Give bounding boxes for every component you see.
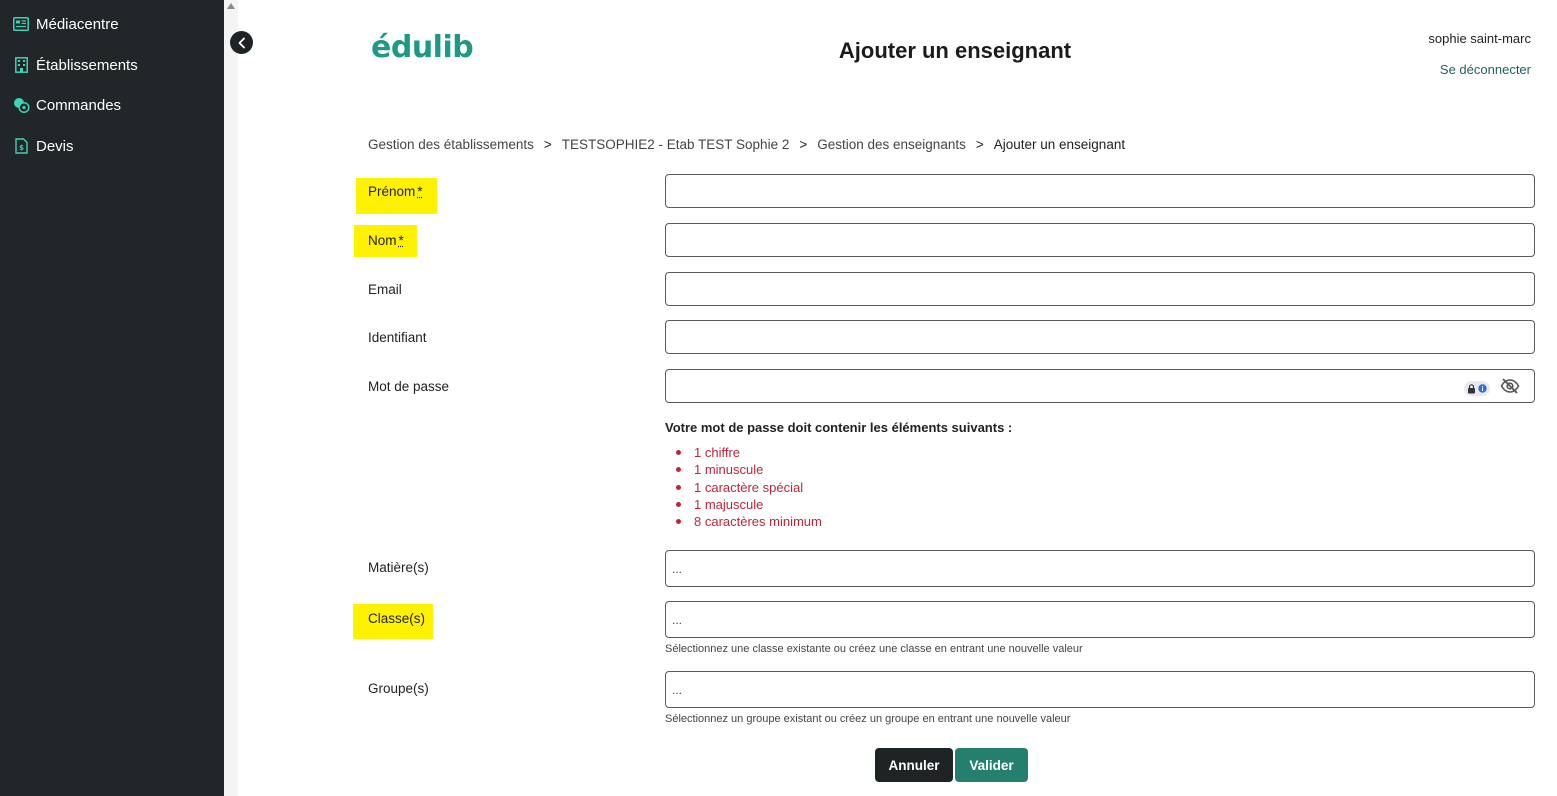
submit-button[interactable]: Valider xyxy=(955,748,1028,782)
email-field[interactable] xyxy=(665,272,1535,306)
password-tools xyxy=(1464,378,1520,399)
password-rule: 1 chiffre xyxy=(676,444,822,461)
prenom-input[interactable] xyxy=(666,175,1534,207)
logout-link[interactable]: Se déconnecter xyxy=(1439,62,1531,77)
groupes-placeholder: ... xyxy=(672,683,683,697)
svg-text:$: $ xyxy=(18,144,24,152)
nom-label xyxy=(368,233,404,248)
sidebar xyxy=(0,0,224,796)
breadcrumb-etablissement[interactable]: TESTSOPHIE2 - Etab TEST Sophie 2 xyxy=(561,137,790,152)
edulib-logo[interactable]: édulib xyxy=(371,30,474,65)
sidebar-item-label: Devis xyxy=(36,137,74,155)
sidebar-item-etablissements[interactable] xyxy=(12,53,138,77)
sidebar-item-label: Établissements xyxy=(36,56,138,74)
sidebar-item-mediacentre[interactable] xyxy=(12,12,119,36)
matieres-placeholder: ... xyxy=(672,562,683,576)
matieres-label: Matière(s) xyxy=(368,560,429,575)
identifiant-label: Identifiant xyxy=(368,330,427,345)
breadcrumb-current: Ajouter un enseignant xyxy=(993,137,1126,152)
scrollbar[interactable] xyxy=(224,0,238,796)
sidebar-item-label: Médiacentre xyxy=(36,15,119,33)
breadcrumb-separator: > xyxy=(543,137,552,152)
breadcrumb-enseignants[interactable]: Gestion des enseignants xyxy=(817,137,966,152)
eye-off-icon[interactable] xyxy=(1500,378,1520,399)
prenom-field[interactable] xyxy=(665,174,1535,208)
password-input[interactable] xyxy=(666,370,1534,402)
groupes-label: Groupe(s) xyxy=(368,681,429,696)
coins-icon xyxy=(12,96,30,114)
nom-label-text: Nom xyxy=(368,233,397,248)
breadcrumb-separator: > xyxy=(975,137,984,152)
sidebar-item-devis[interactable] xyxy=(12,134,74,158)
prenom-label-text: Prénom xyxy=(368,184,416,199)
nom-field[interactable] xyxy=(665,223,1535,257)
newspaper-icon xyxy=(12,15,30,33)
classes-select[interactable] xyxy=(665,601,1535,638)
email-label: Email xyxy=(368,282,402,297)
breadcrumb-etablissements[interactable]: Gestion des établissements xyxy=(368,137,534,152)
building-icon xyxy=(12,56,30,74)
password-rules-title: Votre mot de passe doit contenir les éléments suivants : xyxy=(665,420,1013,435)
classes-placeholder: ... xyxy=(672,613,683,627)
chevron-left-icon xyxy=(237,37,247,49)
scroll-up-arrow-icon[interactable] xyxy=(227,3,235,9)
prenom-label xyxy=(368,184,423,199)
sidebar-item-commandes[interactable] xyxy=(12,93,121,117)
identifiant-field[interactable] xyxy=(665,320,1535,354)
page-title: Ajouter un enseignant xyxy=(838,38,1072,63)
quote-document-icon xyxy=(12,137,30,155)
email-input[interactable] xyxy=(666,273,1534,305)
required-marker: * xyxy=(398,233,404,248)
password-field[interactable] xyxy=(665,369,1535,403)
user-name: sophie saint-marc xyxy=(1428,31,1531,46)
collapse-sidebar-button[interactable] xyxy=(230,31,253,54)
password-manager-icon[interactable] xyxy=(1464,381,1490,396)
classes-help-text: Sélectionnez une classe existante ou créez une classe en entrant une nouvelle valeur xyxy=(665,643,1083,655)
nom-input[interactable] xyxy=(666,224,1534,256)
sidebar-item-label: Commandes xyxy=(36,96,122,114)
password-label: Mot de passe xyxy=(368,379,450,394)
password-rule: 1 caractère spécial xyxy=(676,479,822,496)
breadcrumb xyxy=(368,137,1125,152)
password-rule: 1 minuscule xyxy=(676,461,822,478)
breadcrumb-separator: > xyxy=(799,137,808,152)
password-rule: 8 caractères minimum xyxy=(676,513,822,530)
groupes-help-text: Sélectionnez un groupe existant ou créez un groupe en entrant une nouvelle valeur xyxy=(665,713,1071,725)
classes-label: Classe(s) xyxy=(368,611,426,626)
matieres-select[interactable] xyxy=(665,550,1535,587)
password-rules-list xyxy=(676,444,822,530)
identifiant-input[interactable] xyxy=(666,321,1534,353)
password-rule: 1 majuscule xyxy=(676,496,822,513)
cancel-button[interactable]: Annuler xyxy=(875,748,953,782)
groupes-select[interactable] xyxy=(665,671,1535,708)
required-marker: * xyxy=(417,184,423,199)
